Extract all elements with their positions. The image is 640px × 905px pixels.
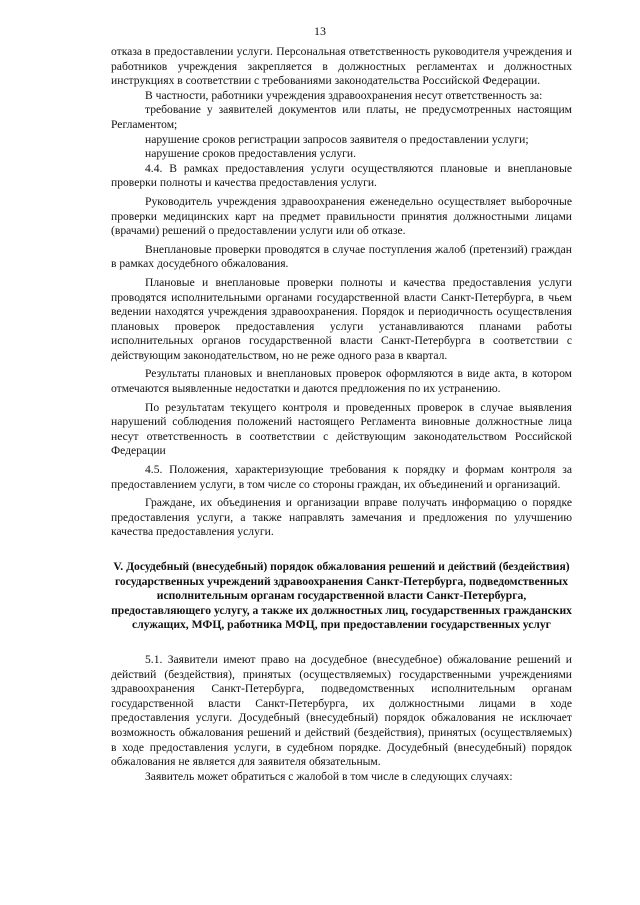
list-item: нарушение сроков предоставления услуги. (145, 147, 357, 161)
paragraph: Граждане, их объединения и организации вправе получать информацию о порядке предоставления услуги, а также направлять замечания и предложения по улучшению качества предоставления услуги. (111, 496, 572, 539)
clause-4-5: 4.5. Положения, характеризующие требования к порядку и формам контроля за предоставлением услуги, в том числе со стороны граждан, их объединений и организаций. (111, 463, 572, 491)
list-item: требование у заявителей документов или платы, не предусмотренных настоящим Регламентом; (111, 103, 572, 131)
section-heading: V. Досудебный (внесудебный) порядок обжалования решений и действий (бездействия) государственных учреждений здравоохранения Санкт-Петербурга, подведомственных исполнительным органам государственной власти Санкт-Петербурга, предоставляющего услугу, а также их должностных лиц, государственных гражданских служащих, МФЦ, работника МФЦ, при предоставлении государственных услуг (111, 560, 572, 632)
paragraph: Руководитель учреждения здравоохранения еженедельно осуществляет выборочные проверки медицинских карт на предмет правильности принятия должностными лицами (врачами) решений о предоставлении услуги или об отказе. (111, 194, 572, 238)
paragraph: Результаты плановых и внеплановых проверок оформляются в виде акта, в котором отмечаются выявленные недостатки и даются предложения по их устранению. (111, 367, 572, 396)
page-number: 13 (314, 24, 326, 38)
paragraph: Плановые и внеплановые проверки полноты и качества предоставления услуги проводятся исполнительными органами государственной власти Санкт-Петербурга, в чьем ведении находятся учреждения здравоохранения. Порядок и периодичность осуществления плановых проверок предоставления услуги устанавливаются планами работы исполнительных органов государственной власти Санкт-Петербурга в соответствии с действующим законодательством, но не реже одного раза в квартал. (111, 275, 572, 362)
paragraph: Внеплановые проверки проводятся в случае поступления жалоб (претензий) граждан в рамках досудебного обжалования. (111, 242, 572, 271)
page-body (111, 45, 572, 784)
paragraph: отказа в предоставлении услуги. Персональная ответственность руководителя учреждения и работников учреждения закрепляется в должностных регламентах и должностных инструкциях в соответствии с требованиями законодательства Российской Федерации. (111, 45, 572, 88)
paragraph: Заявитель может обратиться с жалобой в том числе в следующих случаях: (145, 769, 513, 783)
paragraph: По результатам текущего контроля и проведенных проверок в случае выявления нарушений соблюдения положений настоящего Регламента виновные должностные лица несут ответственность в соответствии с действующим законодательством Российской Федерации (111, 400, 572, 458)
list-item: нарушение сроков регистрации запросов заявителя о предоставлении услуги; (145, 132, 529, 146)
paragraph: В частности, работники учреждения здравоохранения несут ответственность за: (145, 88, 543, 102)
clause-5-1: 5.1. Заявители имеют право на досудебное (внесудебное) обжалование решений и действий (бездействия), принятых (осуществляемых) государственными учреждениями здравоохранения Санкт-Петербурга, подведомственных исполнительным органам государственной власти Санкт-Петербурга, их должностными лицами в ходе предоставления услуги. Досудебный (внесудебный) порядок обжалования не исключает возможность обжалования решений и действий (бездействия), принятых (осуществляемых) в ходе предоставления услуги, в судебном порядке. Досудебный (внесудебный) порядок обжалования не является для заявителя обязательным. (111, 652, 572, 769)
clause-4-4: 4.4. В рамках предоставления услуги осуществляются плановые и внеплановые проверки полноты и качества предоставления услуги. (111, 161, 572, 190)
